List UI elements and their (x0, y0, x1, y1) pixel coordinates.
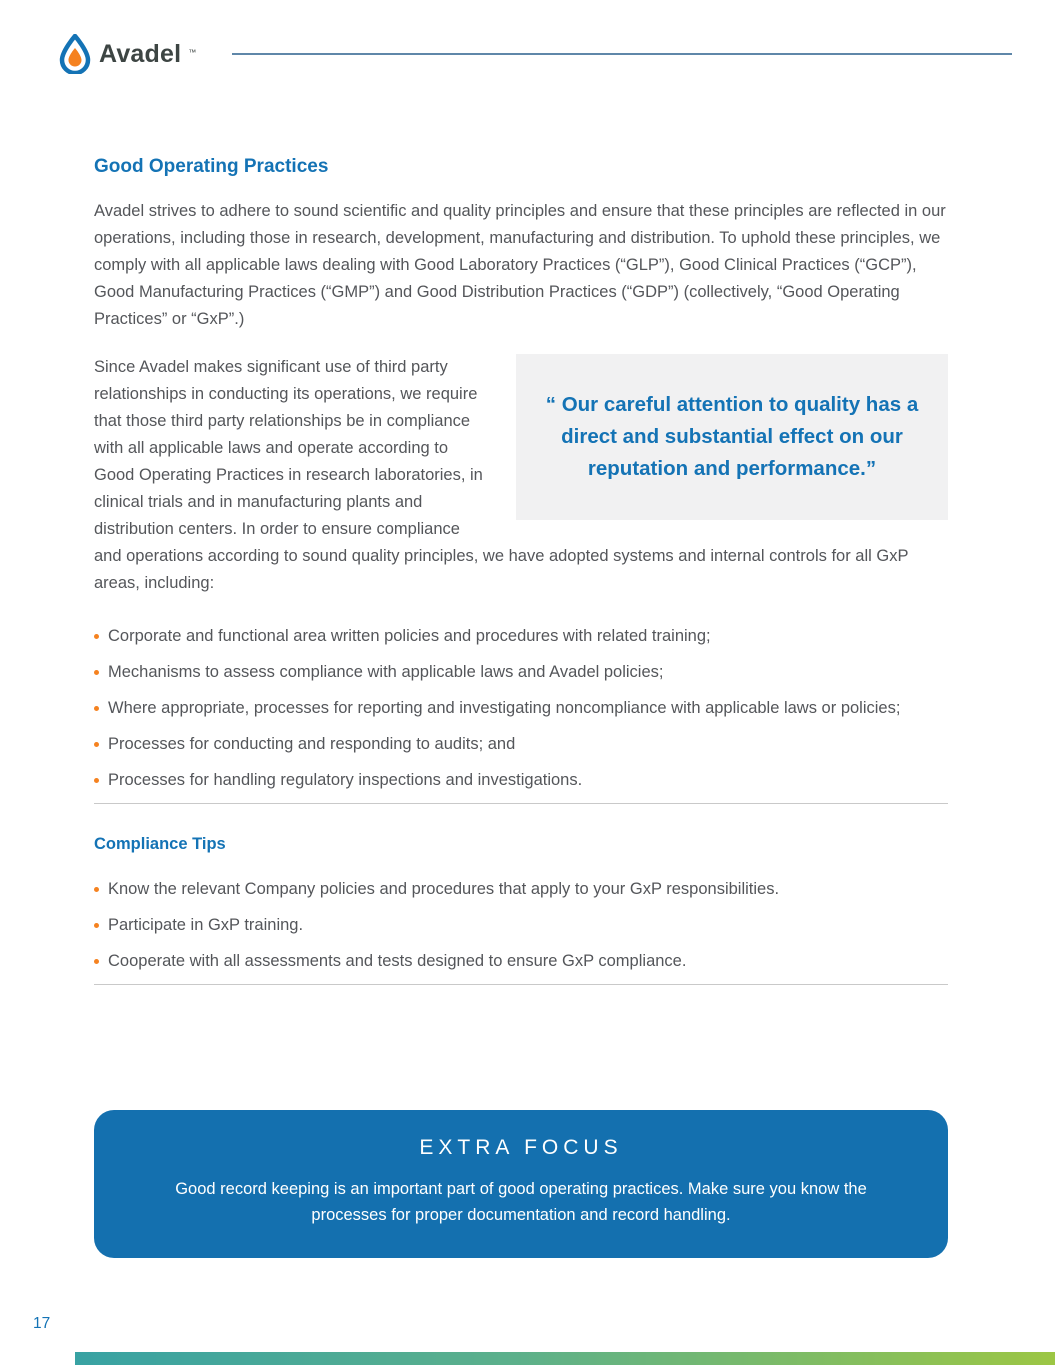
footer-gradient-bar (75, 1352, 1055, 1365)
bullet-text: Know the relevant Company policies and procedures that apply to your GxP responsibilities. (108, 880, 780, 898)
gxp-bullet-list (94, 623, 948, 794)
list-item (94, 912, 948, 939)
header-divider-line (232, 53, 1012, 55)
bullet-text: Where appropriate, processes for reporting and investigating noncompliance with applicable laws or policies; (108, 699, 901, 717)
compliance-tips-heading: Compliance Tips (94, 835, 226, 853)
page-title: Good Operating Practices (94, 156, 329, 177)
extra-focus-body: Good record keeping is an important part of good operating practices. Make sure you know the processes for proper documentation and record handling. (175, 1180, 867, 1224)
page-number: 17 (33, 1315, 51, 1332)
bullet-icon (94, 959, 99, 964)
list-item (94, 767, 948, 794)
trademark-symbol: ™ (188, 48, 197, 57)
bullet-icon (94, 706, 99, 711)
bullet-icon (94, 634, 99, 639)
section-divider (94, 984, 948, 985)
extra-focus-title: EXTRA FOCUS (419, 1136, 623, 1159)
list-item (94, 948, 948, 975)
brand-name: Avadel (99, 39, 182, 68)
bullet-text: Participate in GxP training. (108, 916, 304, 934)
bullet-text: Mechanisms to assess compliance with applicable laws and Avadel policies; (108, 663, 664, 681)
bullet-icon (94, 670, 99, 675)
main-content (94, 74, 948, 1258)
bullet-text: Corporate and functional area written policies and procedures with related training; (108, 627, 711, 645)
intro-paragraph: Avadel strives to adhere to sound scientific and quality principles and ensure that these principles are reflected in our operations, including those in research, development, manufacturing and distribution. To uphold these principles, we comply with all applicable laws dealing with Good Laboratory Practices (“GLP”), Good Clinical Practices (“GCP”), Good Manufacturing Practices (“GMP”) and Good Distribution Practices (“GDP”) (collectively, “Good Operating Practices” or “GxP”.) (94, 202, 946, 328)
list-item (94, 695, 948, 722)
bullet-icon (94, 778, 99, 783)
bullet-text: Cooperate with all assessments and tests designed to ensure GxP compliance. (108, 952, 687, 970)
bullet-icon (94, 742, 99, 747)
section-divider (94, 803, 948, 804)
third-party-paragraph: Since Avadel makes significant use of third party relationships in conducting its operations, we require that those third party relationships be in compliance with all applicable laws and operate according to Good Operating Practices in research laboratories, in clinical trials and in manufacturing plants and distribution centers. In order to ensure compliance and operations according to sound quality principles, we have adopted systems and internal controls for all GxP areas, including: (94, 358, 909, 592)
extra-focus-callout (94, 1110, 948, 1258)
bullet-icon (94, 923, 99, 928)
compliance-tips-list (94, 876, 948, 975)
pull-quote: “ Our careful attention to quality has a direct and substantial effect on our reputation and performance.” (516, 354, 948, 520)
list-item (94, 876, 948, 903)
bullet-text: Processes for conducting and responding to audits; and (108, 735, 516, 753)
droplet-icon (58, 34, 92, 74)
avadel-logo (58, 34, 196, 74)
list-item (94, 659, 948, 686)
bullet-icon (94, 887, 99, 892)
list-item (94, 623, 948, 650)
page-header (0, 0, 1055, 74)
list-item (94, 731, 948, 758)
bullet-text: Processes for handling regulatory inspections and investigations. (108, 771, 583, 789)
